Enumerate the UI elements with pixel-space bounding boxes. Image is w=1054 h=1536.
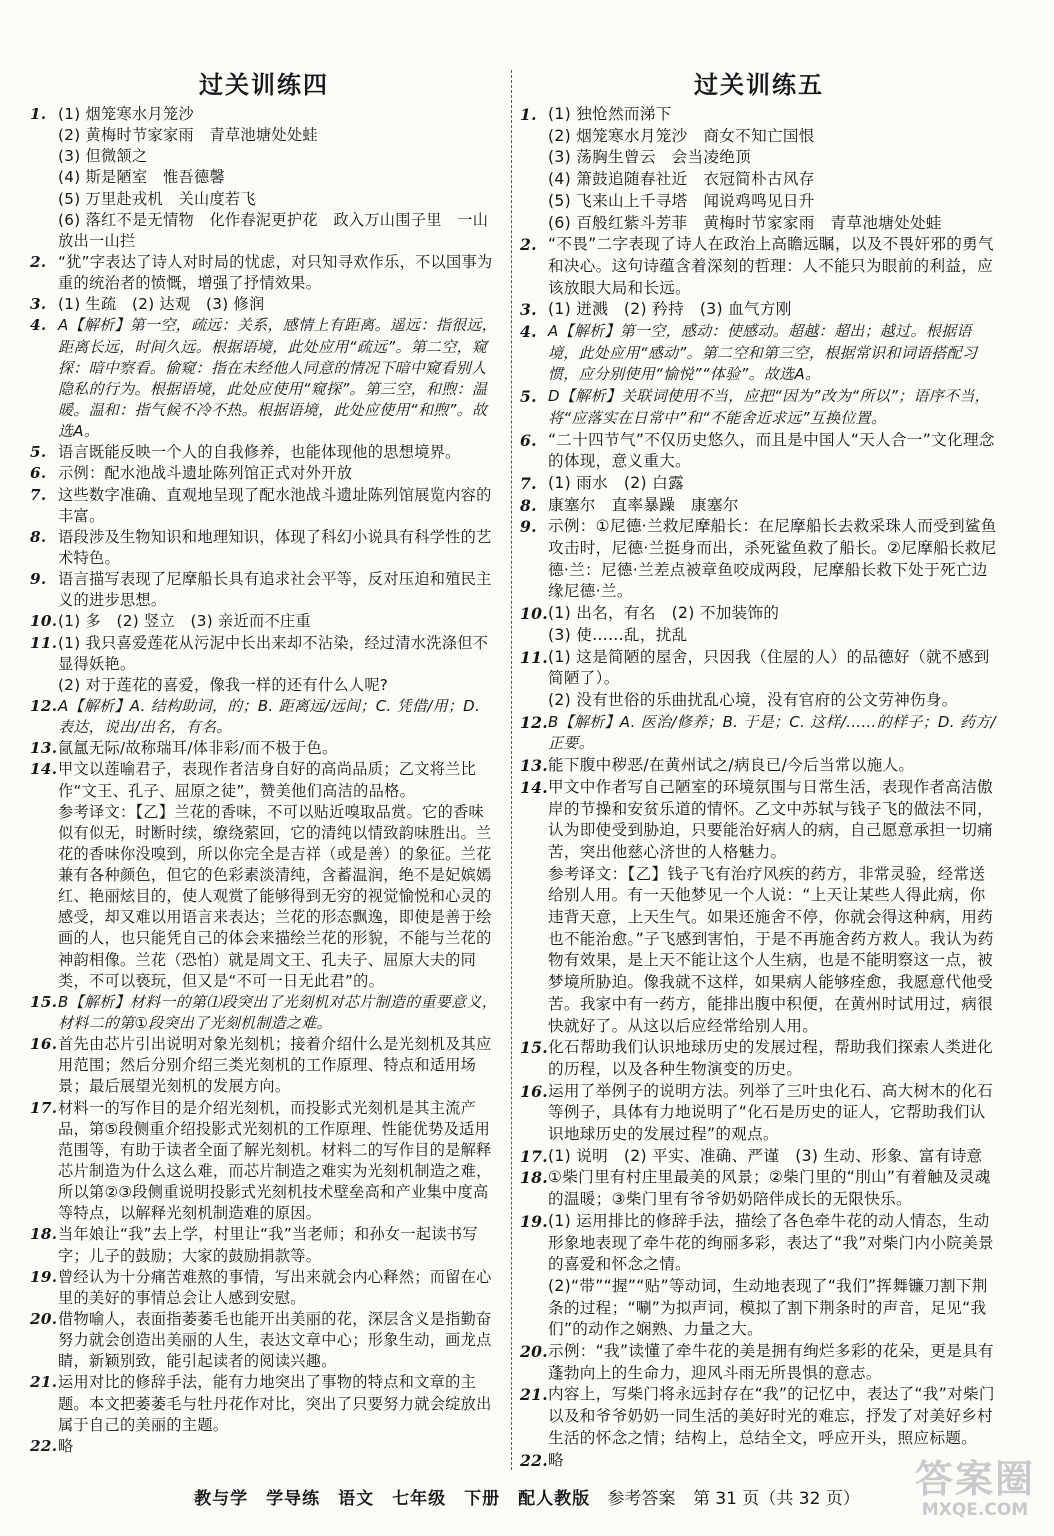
answer-number: 12. — [30, 696, 58, 715]
answer-line: (1) 烟笼寒水月笼沙 — [58, 105, 194, 123]
answer-item — [30, 759, 498, 992]
answer-body — [548, 603, 998, 646]
answer-item — [30, 104, 498, 252]
answer-line: (1) 说明 (2) 平实、准确、严谨 (3) 生动、形象、富有诗意 — [548, 1146, 983, 1165]
answer-item — [30, 992, 498, 1034]
answer-number: 20. — [520, 1342, 549, 1362]
answer-number: 5. — [30, 443, 47, 462]
answer-line: (2) 对于莲花的喜爱，像我一样的还有什么人呢? — [58, 675, 389, 694]
answer-body — [58, 104, 498, 252]
answer-line: (6) 百般红紫斗芳菲 黄梅时节家家雨 青草池塘处处蛙 — [548, 213, 942, 232]
answer-line: “不畏”二字表现了诗人在政治上高瞻远瞩，以及不畏奸邪的勇气和决心。这句诗蕴含着深刻的哲理：人不能只为眼前的利益，应该放眼大局和长远。 — [548, 235, 994, 297]
right-questions — [520, 104, 998, 1471]
answer-line: 甲文中作者写自己陋室的环境氛围与日常生活，表现作者高洁傲岸的节操和安贫乐道的情怀。乙文中苏轼与钱子飞的做法不同，认为即使受到胁迫，只要能治好病人的病，自己愿意承担一切痛苦，突出他慈心济世的人格魅力。 — [548, 777, 994, 861]
answer-line: 首先由芯片引出说明对象光刻机；接着介绍什么是光刻机及其应用范围；然后分别介绍三类光刻机的工作原理、特点和适用场景；最后展望光刻机的发展方向。 — [58, 1035, 492, 1096]
answer-body — [548, 386, 998, 429]
answer-body — [58, 315, 498, 442]
answer-line: 运用了举例子的说明方法。列举了三叶虫化石、高大树木的化石等例子，具体有力地说明了“化石是历史的证人，它帮助我们认识地球历史的发展过程”的观点。 — [548, 1081, 994, 1144]
answer-line: (1) 生疏 (2) 达观 (3) 修润 — [58, 295, 265, 314]
answer-number: 18. — [520, 1168, 549, 1188]
answer-number: 15. — [30, 992, 58, 1011]
answer-line: (2) 黄梅时节家家雨 青草池塘处处蛙 — [58, 126, 318, 145]
answer-number: 7. — [30, 485, 47, 504]
answer-line: A【解析】第一空，疏远：关系，感情上有距离。遥远：指很远，距离长远，时间久远。根据语境，此处应用“疏远”。第二空，窥探：暗中察看。偷窥：指在未经他人同意的情况下暗中窥看别人隐私的行为。根据语境，此处应使用“窥探”。第三空，和煦：温暖。温和：指气候不冷不热。根据语境，此处应使用“和煦”。故选A。 — [58, 316, 497, 441]
answer-item — [30, 1267, 498, 1309]
answer-item — [520, 1037, 998, 1080]
answer-number: 17. — [520, 1146, 549, 1166]
answer-line: A【解析】A. 结构助词，的；B. 距离远/远间；C. 凭借/用；D. 表达，说出/出名，有名。 — [58, 696, 481, 737]
answer-number: 22. — [30, 1436, 58, 1455]
answer-number: 5. — [520, 387, 537, 407]
answer-number: 2. — [520, 235, 537, 255]
answer-number: 6. — [520, 430, 537, 450]
answer-body — [548, 516, 998, 603]
answer-line: (1) 运用排比的修辞手法，描绘了各色牵牛花的动人情态，生动形象地表现了牵牛花的绚丽多彩，表达了“我”对柴门内小院美景的喜爱和怀念之情。 — [548, 1211, 994, 1274]
answer-item — [520, 1146, 998, 1168]
answer-number: 4. — [520, 322, 537, 342]
answer-number: 20. — [30, 1310, 58, 1329]
answer-line: (1) 雨水 (2) 白露 — [548, 473, 684, 492]
answer-body — [58, 569, 498, 611]
answer-item — [30, 738, 498, 759]
answer-item — [30, 463, 498, 484]
answer-line: 氤氲无际/故称瑞耳/体非彩/而不极于色。 — [58, 739, 338, 758]
answer-number: 21. — [30, 1373, 58, 1392]
answer-body — [58, 738, 498, 759]
answer-item — [520, 755, 998, 777]
answer-line: 略 — [58, 1436, 74, 1455]
answer-body — [58, 252, 498, 294]
answer-item — [520, 516, 998, 603]
answer-body — [58, 1224, 498, 1266]
answer-line: (5) 万里赴戎机 关山度若飞 — [58, 189, 256, 208]
answer-line: 示例：①尼德·兰救尼摩船长：在尼摩船长去救采珠人而受到鲨鱼攻击时，尼德·兰挺身而出，杀死鲨鱼救了船长。②尼摩船长救尼德·兰：尼德·兰差点被章鱼咬成两段，尼摩船长救下处于死亡边缘尼德·兰。 — [548, 517, 997, 601]
answer-body — [58, 1267, 498, 1309]
answer-number: 10. — [30, 612, 58, 631]
answer-number: 12. — [520, 712, 549, 732]
answer-body — [548, 1167, 998, 1210]
answer-number: 11. — [520, 647, 549, 667]
answer-number: 7. — [520, 473, 537, 493]
answer-number: 1. — [520, 105, 537, 124]
answer-line: B【解析】A. 医治/修养；B. 于是；C. 这样/……的样子；D. 药方/正要。 — [548, 712, 996, 753]
answer-line: 运用对比的修辞手法，能有力地突出了事物的特点和文章的主题。本文把萎萎毛与牡丹花作对比，突出了只要努力就会绽放出属于自己的美丽的主题。 — [58, 1373, 492, 1434]
answer-item — [30, 1098, 498, 1225]
answer-number: 16. — [520, 1081, 549, 1101]
answer-item — [520, 1384, 998, 1449]
answer-body — [58, 442, 498, 463]
answer-item — [30, 442, 498, 463]
answer-item — [30, 485, 498, 527]
footer-section: 参考答案 — [607, 1489, 676, 1509]
answer-line: (1) 出名，有名 (2) 不加装饰的 — [548, 604, 780, 623]
answer-body — [548, 755, 998, 777]
answer-line: 示例：配水池战斗遗址陈列馆正式对外开放 — [58, 464, 353, 483]
answer-body — [58, 1436, 498, 1457]
answer-number: 13. — [30, 739, 58, 758]
answer-line: (1) 这是简陋的屋舍，只因我（住屋的人）的品德好（就不感到简陋了）。 — [548, 647, 990, 688]
answer-line: (2) 没有世俗的乐曲扰乱心境，没有官府的公文劳神伤身。 — [548, 690, 958, 709]
answer-item — [30, 1372, 498, 1435]
watermark-text: 答案圈 — [914, 1457, 1035, 1501]
column-divider — [511, 70, 512, 1470]
footer-page: 第 31 页（共 32 页） — [692, 1489, 860, 1509]
answer-line: 曾经认为十分痛苦难熬的事情，写出来就会内心释然；而留在心里的美好的事情总会让人感到安慰。 — [58, 1267, 492, 1307]
left-column — [30, 68, 498, 1472]
answer-body — [548, 1146, 998, 1168]
answer-body — [548, 777, 998, 1037]
answer-item — [30, 294, 498, 315]
answer-number: 16. — [30, 1035, 58, 1054]
left-title: 过关训练四 — [199, 71, 329, 99]
answer-number: 9. — [520, 517, 537, 537]
answer-line: 示例：“我”读懂了牵牛花的美是拥有绚烂多彩的花朵，更是具有蓬勃向上的生命力，迎风斗雨无所畏惧的意志。 — [548, 1342, 994, 1382]
answer-line: “犹”字表达了诗人对时局的忧虑，对只知寻欢作乐，不以国事为重的统治者的愤慨，增强了抒情效果。 — [58, 252, 493, 293]
answer-line: (3) 荡胸生曾云 会当凌绝顶 — [548, 148, 752, 167]
answer-number: 14. — [520, 777, 549, 797]
answer-item — [520, 647, 998, 712]
answer-line: (4) 斯是陋室 惟吾德馨 — [58, 168, 225, 187]
answer-body — [548, 1037, 998, 1080]
answer-body — [548, 234, 998, 299]
answer-body — [58, 696, 498, 738]
answer-line: 略 — [548, 1450, 564, 1469]
answer-line: 康塞尔 直率暴躁 康塞尔 — [548, 495, 739, 514]
answer-line: 能下腹中秽恶/在黄州试之/病良已/今后当常以施人。 — [548, 756, 915, 775]
answer-item — [520, 321, 998, 386]
answer-line: ①柴门里有村庄里最美的风景；②柴门里的“刖山”有着触及灵魂的温暖；③柴门里有爷爷奶奶陪伴成长的无限快乐。 — [548, 1168, 991, 1209]
answer-number: 22. — [520, 1450, 549, 1470]
answer-body — [58, 759, 498, 992]
answer-number: 8. — [520, 495, 537, 515]
answer-line: (3) 使……乱，扰乱 — [548, 625, 688, 644]
answer-item — [520, 712, 998, 755]
answer-number: 10. — [520, 604, 549, 624]
answer-number: 6. — [30, 464, 47, 483]
answer-item — [520, 603, 998, 646]
answer-item — [520, 386, 998, 429]
answer-body — [58, 463, 498, 484]
answer-item — [520, 299, 998, 321]
answer-item — [520, 1167, 998, 1210]
answer-line: 当年娘让“我”去上学，村里让“我”当老师；和孙女一起读书写字；儿子的鼓励；大家的鼓励捐款等。 — [58, 1225, 478, 1265]
answer-line: 参考译文：【乙】兰花的香味，不可以贴近嗅取品赏。它的香味似有似无，时断时续，缭绕萦回，它的清纯以情致韵味胜出。兰花的香味你没嗅到，所以你完全是吉祥（或是善）的象征。兰花兼有各种颜色，但它的色彩素淡清纯，含蓄温润，绝不是妃嫔嫣红、艳丽炫目的，使人观赏了能够得到无穷的视觉愉悦和心灵的感受，却又难以用语言来表达；兰花的形态飘逸，即使是善于绘画的人，也只能凭自己的体会来描绘兰花的形貌，不能与兰花的神韵相像。兰花（恐怕）就是周文王、孔夫子、屈原大夫的同类，不可以亵玩，但又是“不可一日无此君”的。 — [58, 802, 492, 990]
answer-body — [548, 647, 998, 712]
answer-line: 借物喻人，表面指萎萎毛也能开出美丽的花，深层含义是指勤奋努力就会创造出美丽的人生，表达文章中心；形象生动，画龙点睛，新颖别致，能引起读者的阅读兴趣。 — [58, 1310, 492, 1371]
answer-body — [58, 485, 498, 527]
answer-body — [548, 495, 998, 517]
answer-line: (1) 独怆然而涕下 — [548, 105, 672, 123]
answer-line: (1) 迸溅 (2) 矜持 (3) 血气方刚 — [548, 300, 792, 319]
answer-number: 8. — [30, 527, 47, 546]
answer-body — [58, 1309, 498, 1372]
answer-line: 语言描写表现了尼摩船长具有追求社会平等，反对压迫和殖民主义的进步思想。 — [58, 570, 492, 610]
watermark-logo — [910, 1458, 1040, 1524]
answer-number: 19. — [520, 1211, 549, 1231]
answer-body — [58, 294, 498, 315]
answer-body — [548, 712, 998, 755]
answer-body — [58, 527, 498, 569]
answer-line: (6) 落红不是无情物 化作春泥更护花 政入万山围子里 一山放出一山拦 — [58, 210, 489, 250]
answer-body — [58, 1098, 498, 1225]
answer-line: (2)“带”“握”“贴”等动词，生动地表现了“我们”挥舞镰刀割下荆条的过程；“唰”为拟声词，模拟了割下荆条时的声音，足见“我们”的动作之娴熟、力量之大。 — [548, 1276, 988, 1339]
answer-number: 21. — [520, 1385, 549, 1405]
answer-number: 1. — [30, 105, 47, 123]
answer-number: 2. — [30, 252, 47, 271]
answer-body — [548, 1211, 998, 1341]
answer-line: (4) 箫鼓追随春社近 衣冠简朴古风存 — [548, 170, 815, 189]
answer-line: D【解析】关联词使用不当，应把“因为”改为“所以”；语序不当，将“应落实在日常中”和“不能舍近求远”互换位置。 — [548, 387, 990, 427]
answer-number: 4. — [30, 316, 47, 335]
answer-body — [548, 1384, 998, 1449]
answer-body — [548, 473, 998, 495]
answer-number: 19. — [30, 1267, 58, 1286]
answer-line: B【解析】材料一的第⑴段突出了光刻机对芯片制造的重要意义，材料二的第①段突出了光刻机制造之难。 — [58, 992, 497, 1033]
answer-line: (3) 但微颔之 — [58, 147, 148, 166]
answer-line: (1) 多 (2) 竖立 (3) 亲近而不庄重 — [58, 612, 311, 631]
watermark-domain: MXQE.COM — [921, 1500, 1029, 1520]
answer-line: A【解析】第一空，感动：使感动。超越：超出；越过。根据语境，此处应用“感动”。第二空和第三空，根据常识和词语搭配习惯，应分别使用“愉悦”“体验”。故选A。 — [548, 322, 978, 384]
answer-line: “二十四节气”不仅历史悠久，而且是中国人“天人合一”文化理念的体现，意义重大。 — [548, 430, 995, 471]
answer-number: 3. — [520, 300, 537, 320]
answer-item — [520, 234, 998, 299]
answer-line: 这些数字准确、直观地呈现了配水池战斗遗址陈列馆展览内容的丰富。 — [58, 485, 492, 525]
answer-body — [548, 1341, 998, 1384]
answer-body — [58, 1372, 498, 1435]
answer-item — [30, 611, 498, 632]
answer-body — [548, 299, 998, 321]
answer-line: (1) 我只喜爱莲花从污泥中长出来却不沾染，经过清水洗涤但不显得妖艳。 — [58, 633, 489, 673]
answer-line: 参考译文：【乙】钱子飞有治疗风疾的药方，非常灵验，经常送给别人用。有一天他梦见一个人说：“上天让某些人得此病，你违背天意，上天生气。如果还施舍不停，你就会得这种病，用药也不能治愈。”子飞感到害怕，于是不再施舍药方救人。我认为药物有效果，是上天不能让这个人生病，也是不能明察这一点，被梦境所胁迫。像我就不这样，如果病人能够痊愈，我愿意代他受苦。我家中有一药方，能排出腹中积便，在黄州时试用过，病很快就好了。从这以后应经常给别人用。 — [548, 864, 994, 1035]
answer-item — [520, 1081, 998, 1146]
answer-number: 17. — [30, 1098, 58, 1117]
answer-item — [30, 696, 498, 738]
answer-item — [520, 430, 998, 473]
right-column — [520, 68, 998, 1472]
answer-line: 甲文以莲喻君子，表现作者洁身自好的高尚品质；乙文将兰比作“文王、孔子、屈原之徒”，赞美他们高洁的品格。 — [58, 760, 477, 800]
page-footer — [0, 1484, 1054, 1509]
answer-number: 11. — [30, 633, 58, 652]
answer-body — [58, 992, 498, 1034]
answer-number: 13. — [520, 756, 549, 776]
answer-body — [548, 321, 998, 386]
answer-line: (2) 烟笼寒水月笼沙 商女不知亡国恨 — [548, 126, 815, 145]
answer-item — [520, 104, 998, 234]
answer-number: 14. — [30, 760, 58, 779]
answer-item — [30, 633, 498, 696]
answer-item — [520, 495, 998, 517]
answer-body — [548, 430, 998, 473]
answer-item — [520, 1211, 998, 1341]
answer-line: 语言既能反映一个人的自我修养，也能体现他的思想境界。 — [58, 443, 461, 462]
answer-line: 化石帮助我们认识地球历史的发展过程，帮助我们探索人类进化的历程，以及各种生物演变的历史。 — [548, 1038, 994, 1078]
answer-line: (5) 飞来山上千寻塔 闻说鸡鸣见日升 — [548, 191, 815, 210]
answer-line: 材料一的写作目的是介绍光刻机，而投影式光刻机是其主流产品，第⑤段侧重介绍投影式光刻机的工作原理、性能优势及适用范围等，有助于读者全面了解光刻机。材料二的写作目的是解释芯片制造为什么这么难，而芯片制造之难实为光刻机制造之难，所以第②③段侧重说明投影式光刻机技术壁垒高和产业集中度高等特点，以解释光刻机制造难的原因。 — [58, 1098, 492, 1223]
answer-item — [30, 315, 498, 442]
footer-book: 教与学 学导练 语文 七年级 下册 配人教版 — [194, 1489, 591, 1509]
answer-number: 9. — [30, 570, 47, 589]
answer-body — [58, 611, 498, 632]
answer-number: 18. — [30, 1225, 58, 1244]
answer-item — [30, 1034, 498, 1097]
answer-line: 内容上，写柴门将永远封存在“我”的记忆中，表达了“我”对柴门以及和爷爷奶奶一同生活的美好时光的难忘，抒发了对美好乡村生活的怀念之情；结构上，总结全文，呼应开头，照应标题。 — [548, 1385, 995, 1447]
answer-body — [548, 1081, 998, 1146]
answer-item — [520, 1341, 998, 1384]
answer-body — [548, 104, 998, 234]
left-questions — [30, 104, 498, 1457]
answer-item — [30, 1309, 498, 1372]
answer-number: 15. — [520, 1038, 549, 1058]
answer-body — [58, 633, 498, 696]
answer-item — [30, 527, 498, 569]
answer-item — [30, 569, 498, 611]
answer-item — [30, 252, 498, 294]
answer-line: 语段涉及生物知识和地理知识，体现了科幻小说具有科学性的艺术特色。 — [58, 527, 492, 567]
answer-number: 3. — [30, 295, 47, 314]
answer-item — [30, 1224, 498, 1266]
answer-item — [520, 473, 998, 495]
answer-item — [520, 777, 998, 1037]
answer-item — [30, 1436, 498, 1457]
right-title: 过关训练五 — [694, 71, 824, 99]
answer-body — [58, 1034, 498, 1097]
